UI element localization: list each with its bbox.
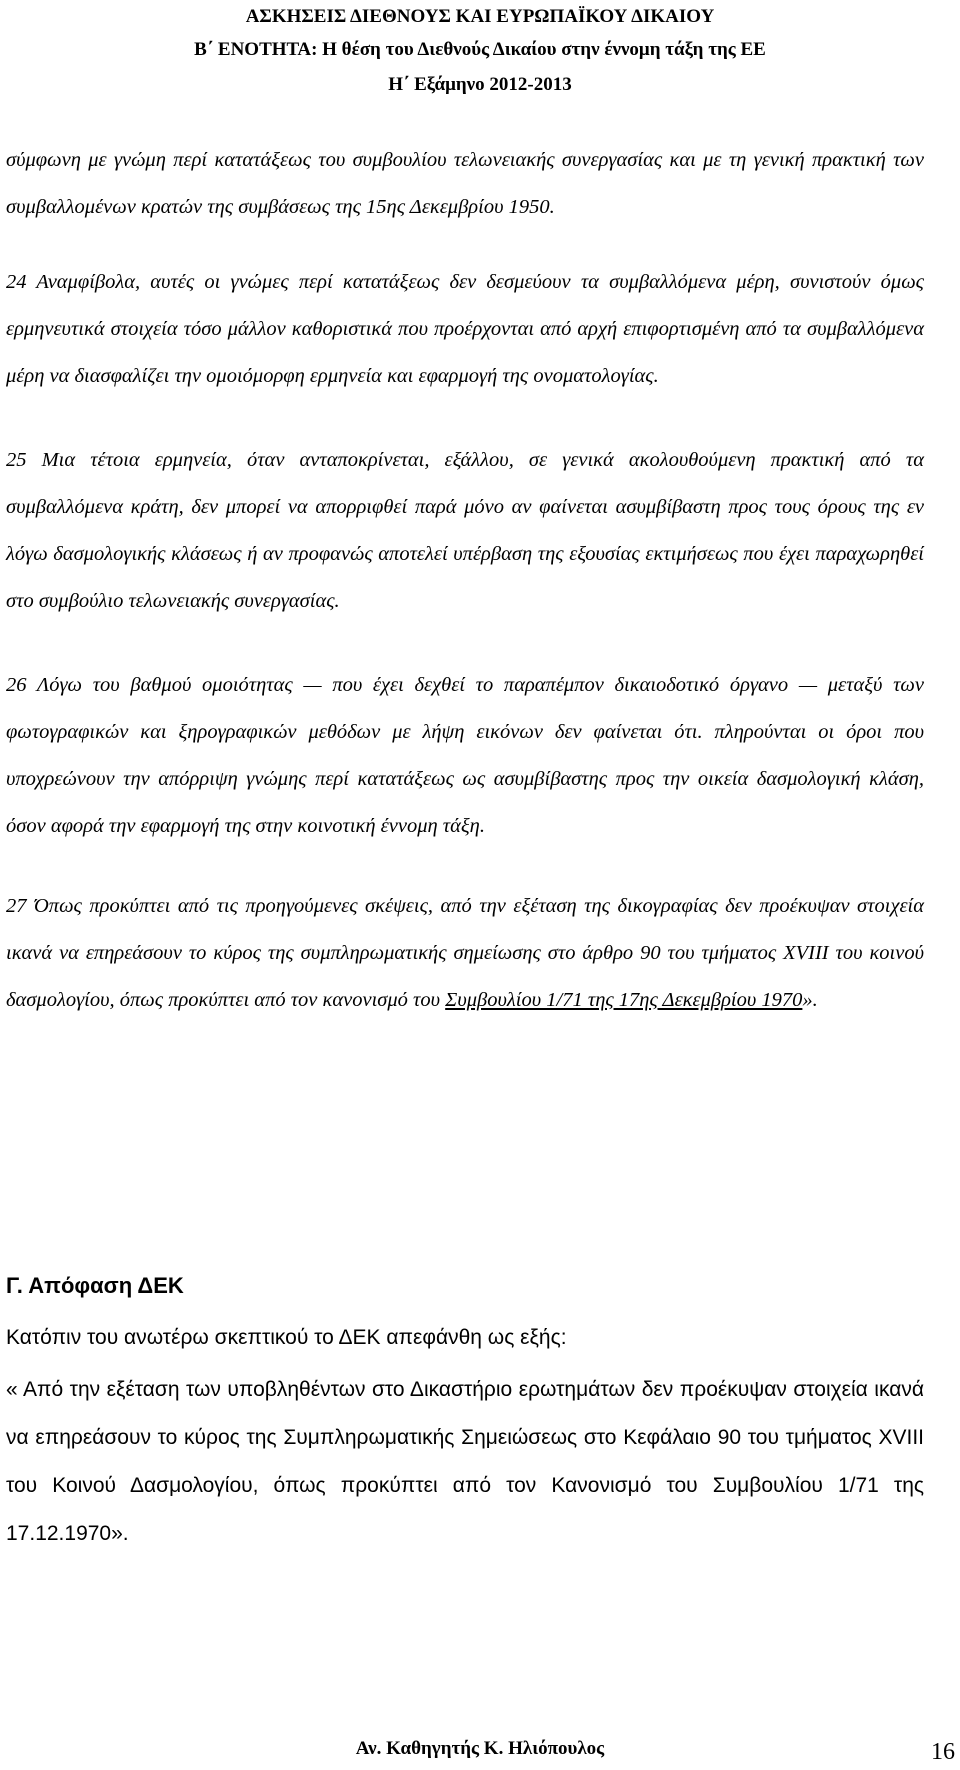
- paragraph-27-regulation: Συμβουλίου 1/71 της 17ης Δεκεμβρίου 1970: [445, 989, 803, 1011]
- paragraph-27: [6, 883, 924, 1024]
- paragraph-27-text: 27 Όπως προκύπτει από τις προηγούμενες σκέψεις, από την εξέταση της δικογραφίας δεν προέκυψαν στοιχεία ικανά να επηρεάσουν το κύρος της συμπληρωματικής σημείωσης στο άρθρο 90 του τμήματος XVIII του κοινού δασμολογίου, όπως προκύπτει από τον κανονισμό του: [6, 895, 924, 1011]
- ruling-intro: Κατόπιν του ανωτέρω σκεπτικού το ΔΕΚ απεφάνθη ως εξής:: [6, 1326, 567, 1349]
- paragraph-25: 25 Μια τέτοια ερμηνεία, όταν ανταποκρίνεται, εξάλλου, σε γενικά ακολουθούμενη πρακτική από τα συμβαλλόμενα κράτη, δεν μπορεί να απορριφθεί παρά μόνο αν φαίνεται ασυμβίβαστη προς τους όρους της εν λόγω δασμολογικής κλάσεως ή αν προφανώς αποτελεί υπέρβαση της εξουσίας εκτιμήσεως που έχει παραχωρηθεί στο συμβούλιο τελωνειακής συνεργασίας.: [6, 449, 924, 612]
- ruling-text: « Από την εξέταση των υποβληθέντων στο Δικαστήριο ερωτημάτων δεν προέκυψαν στοιχεία ικανά να επηρεάσουν το κύρος της Συμπληρωματικής Σημειώσεως στο Κεφάλαιο 90 του τμήματος XVIII του Κοινού Δασμολογίου, όπως προκύπτει από τον Κανονισμό του Συμβουλίου 1/71 της 17.12.1970».: [6, 1378, 924, 1545]
- header-unit-title: Β΄ ΕΝΟΤΗΤΑ: Η θέση του Διεθνούς Δικαίου στην έννομη τάξη της ΕΕ: [194, 39, 766, 60]
- section-heading: Γ. Απόφαση ΔΕΚ: [6, 1273, 184, 1298]
- header-semester: Η΄ Εξάμηνο 2012-2013: [388, 74, 572, 95]
- paragraph-24: 24 Αναμφίβολα, αυτές οι γνώμες περί κατατάξεως δεν δεσμεύουν τα συμβαλλόμενα μέρη, συνιστούν όμως ερμηνευτικά στοιχεία τόσο μάλλον καθοριστικά που προέρχονται από αρχή επιφορτισμένη από τα συμβαλλόμενα μέρη να διασφαλίζει την ομοιόμορφη ερμηνεία και εφαρμογή της ονοματολογίας.: [6, 271, 924, 387]
- paragraph-26: 26 Λόγω του βαθμού ομοιότητας — που έχει δεχθεί το παραπέμπον δικαιοδοτικό όργανο — μεταξύ των φωτογραφικών και ξηρογραφικών μεθόδων με λήψη εικόνων δεν φαίνεται ότι. πληρούνται οι όροι που υποχρεώνουν την απόρριψη γνώμης περί κατατάξεως ως ασυμβίβαστης προς την οικεία δασμολογική κλάση, όσον αφορά την εφαρμογή της στην κοινοτική έννομη τάξη.: [6, 674, 924, 837]
- footer-author: Αν. Καθηγητής Κ. Ηλιόπουλος: [355, 1738, 605, 1759]
- header-course-title: ΑΣΚΗΣΕΙΣ ΔΙΕΘΝΟΥΣ ΚΑΙ ΕΥΡΩΠΑΪΚΟΥ ΔΙΚΑΙΟΥ: [245, 6, 715, 27]
- page-number: 16: [931, 1739, 955, 1765]
- paragraph-27-end: ».: [802, 989, 818, 1011]
- paragraph-continuation: σύμφωνη με γνώμη περί κατατάξεως του συμβουλίου τελωνειακής συνεργασίας και με τη γενική πρακτική των συμβαλλομένων κρατών της συμβάσεως της 15ης Δεκεμβρίου 1950.: [6, 149, 924, 218]
